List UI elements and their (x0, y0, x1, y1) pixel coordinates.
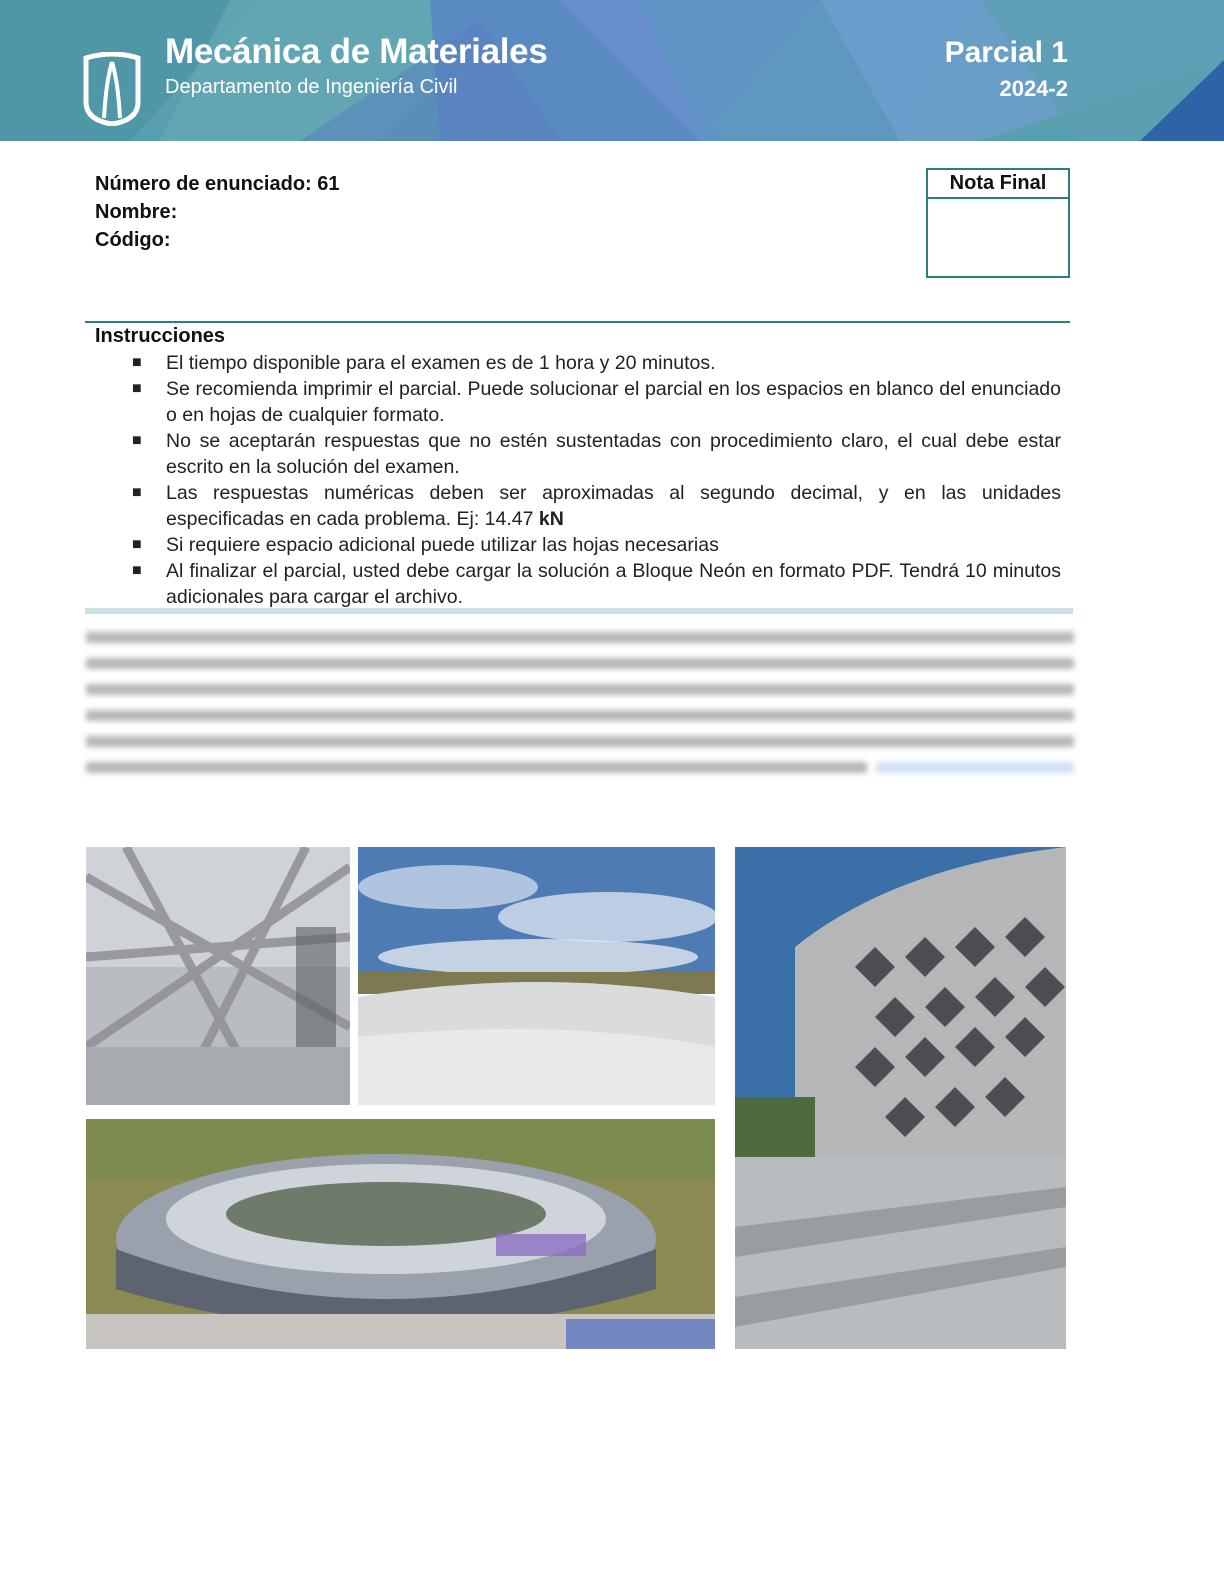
instruction-text: El tiempo disponible para el examen es de 1 hora y 20 minutos. (166, 352, 716, 374)
instruction-item (95, 532, 1061, 558)
blurred-text-line (86, 710, 1074, 721)
blurred-text-line (86, 658, 1074, 669)
square-bullet-icon: ■ (132, 562, 142, 579)
photo-roof-sky (358, 847, 715, 1105)
final-grade-box (926, 168, 1070, 278)
instruction-item (95, 480, 1061, 532)
photo-stadium-aerial (86, 1119, 715, 1349)
name-label: Nombre: (95, 201, 178, 223)
statement-number: Número de enunciado: 61 (95, 173, 340, 195)
blurred-paragraph (86, 632, 1074, 792)
student-info (95, 170, 340, 254)
blurred-text-line (86, 684, 1074, 695)
instruction-text: Al finalizar el parcial, usted debe cargar la solución a Bloque Neón en formato PDF. Tendrá 10 minutos adicionales para cargar el archivo. (166, 560, 1061, 608)
blurred-text-line (86, 632, 1074, 643)
section-divider (85, 321, 1070, 323)
square-bullet-icon: ■ (132, 432, 142, 449)
square-bullet-icon: ■ (132, 354, 142, 371)
instruction-item (95, 428, 1061, 480)
exam-period: 2024-2 (999, 76, 1068, 101)
example-unit: kN (538, 508, 564, 530)
instructions-title: Instrucciones (95, 325, 226, 347)
square-bullet-icon: ■ (132, 536, 142, 553)
instruction-item (95, 350, 1061, 376)
blurred-link[interactable] (876, 762, 1074, 773)
square-bullet-icon: ■ (132, 380, 142, 397)
exam-name: Parcial 1 (944, 36, 1068, 69)
instructions-list (95, 350, 1061, 608)
photo-facade-lattice (735, 847, 1066, 1349)
final-grade-title: Nota Final (928, 170, 1068, 199)
department-name: Departamento de Ingeniería Civil (165, 76, 458, 98)
instruction-text: No se aceptarán respuestas que no estén sustentadas con procedimiento claro, el cual debe estar escrito en la solución del examen. (166, 430, 1061, 478)
obscured-divider (85, 608, 1073, 614)
instruction-item (95, 376, 1061, 428)
square-bullet-icon: ■ (132, 484, 142, 501)
instruction-text: Si requiere espacio adicional puede utilizar las hojas necesarias (166, 534, 719, 556)
blurred-text-line (86, 762, 1074, 773)
instruction-text: Se recomienda imprimir el parcial. Puede solucionar el parcial en los espacios en blanco del enunciado o en hojas de cualquier formato. (166, 378, 1061, 426)
instruction-text: Las respuestas numéricas deben ser aproximadas al segundo decimal, y en las unidades especificadas en cada problema. Ej: 14.47 (166, 482, 1061, 530)
photo-lattice-interior (86, 847, 350, 1105)
course-title: Mecánica de Materiales (165, 32, 548, 71)
blurred-text-line (86, 736, 1074, 747)
header-banner (0, 0, 1224, 141)
code-label: Código: (95, 229, 171, 251)
instruction-item (95, 558, 1061, 608)
university-shield-icon (82, 52, 142, 126)
